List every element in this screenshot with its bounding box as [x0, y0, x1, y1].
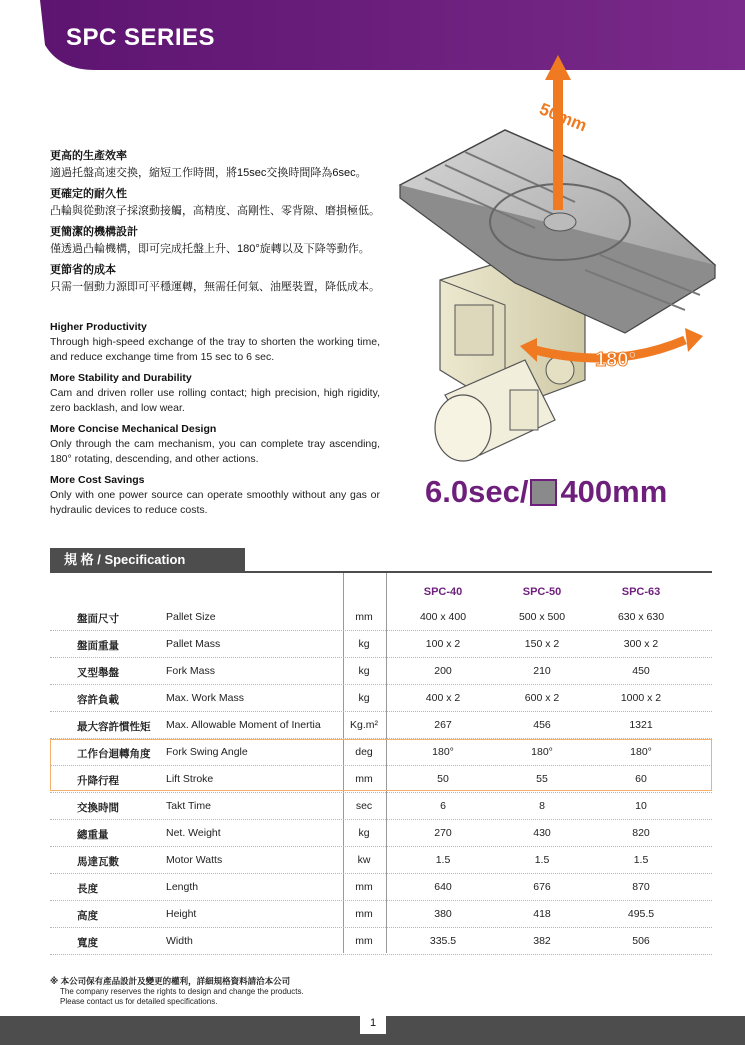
- spec-cell-unit: mm: [355, 611, 373, 623]
- spec-cell-en: Net. Weight: [166, 827, 221, 839]
- footnote-en: Please contact us for detailed specifications.: [60, 997, 218, 1006]
- spec-cell-zh: 容許負載: [77, 694, 119, 706]
- spec-cell-unit: kg: [358, 827, 370, 839]
- table-row: [50, 900, 712, 928]
- spec-cell-value: 630 x 630: [617, 611, 665, 623]
- spec-cell-zh: 最大容許慣性矩: [77, 721, 151, 733]
- rotation-label: 180°: [595, 349, 637, 371]
- spec-cell-en: Max. Work Mass: [166, 692, 244, 704]
- footnote-en: The company reserves the rights to design and change the products.: [60, 986, 304, 996]
- feature-zh-heading: 更確定的耐久性: [50, 188, 127, 200]
- spec-cell-unit: kg: [358, 638, 370, 650]
- spec-cell-value: 450: [632, 665, 650, 677]
- spec-cell-value: 400 x 400: [419, 611, 467, 623]
- spec-cell-zh: 升降行程: [77, 775, 119, 787]
- table-row: [50, 684, 712, 712]
- spec-cell-value: 180°: [432, 746, 454, 758]
- feature-zh-text: 僅透過凸輪機構，即可完成托盤上升、180°旋轉以及下降等動作。: [50, 243, 370, 255]
- spec-cell-unit: sec: [355, 800, 373, 812]
- feature-zh-heading: 更簡潔的機構設計: [50, 226, 138, 238]
- spec-cell-zh: 工作台迴轉角度: [77, 748, 151, 760]
- spec-cell-en: Motor Watts: [166, 854, 223, 866]
- spec-cell-value: 335.5: [429, 935, 457, 947]
- pallet-changer-illustration: [385, 50, 730, 475]
- spec-cell-unit: mm: [355, 881, 373, 893]
- spec-cell-value: 418: [533, 908, 551, 920]
- spec-cell-unit: kw: [357, 854, 371, 866]
- spec-cell-value: 500 x 500: [518, 611, 566, 623]
- spec-cell-en: Pallet Mass: [166, 638, 221, 650]
- feature-en-text: Only with one power source can operate smoothly without any gas or hydraulic devices to reduce costs.: [50, 489, 380, 516]
- table-row: [50, 630, 712, 658]
- feature-zh-text: 只需一個動力源即可平穩運轉，無需任何氣、油壓裝置，降低成本。: [50, 281, 380, 293]
- spec-cell-zh: 總重量: [77, 829, 109, 841]
- spec-cell-zh: 盤面重量: [77, 640, 119, 652]
- spec-cell-value: 100 x 2: [425, 638, 461, 650]
- page-number: 1: [360, 1012, 386, 1034]
- feature-en-heading: More Concise Mechanical Design: [50, 423, 217, 435]
- spec-cell-unit: mm: [355, 935, 373, 947]
- stroke-label: 50mm: [536, 99, 590, 136]
- spec-cell-value: 1.5: [435, 854, 451, 866]
- spec-cell-en: Length: [166, 881, 199, 893]
- spec-cell-value: 380: [434, 908, 452, 920]
- spec-cell-unit: mm: [355, 773, 373, 785]
- spec-cell-value: 60: [635, 773, 647, 785]
- spec-cell-en: Height: [166, 908, 197, 920]
- table-row: [50, 657, 712, 685]
- spec-cell-value: 820: [632, 827, 650, 839]
- model-header: SPC-40: [423, 586, 463, 598]
- spec-cell-zh: 交換時間: [77, 802, 119, 814]
- model-header: SPC-50: [522, 586, 562, 598]
- spec-cell-value: 6: [440, 800, 446, 812]
- spec-cell-value: 270: [434, 827, 452, 839]
- table-row: [50, 738, 712, 766]
- spec-cell-zh: 長度: [77, 883, 98, 895]
- model-header: SPC-63: [621, 586, 661, 598]
- feature-zh-text: 凸輪與從動滾子採滾動接觸，高精度、高剛性、零背隙、磨損極低。: [50, 205, 380, 217]
- feature-zh-text: 適過托盤高速交換，縮短工作時間，將15sec交換時間降為6sec。: [50, 167, 367, 179]
- spec-cell-value: 180°: [630, 746, 652, 758]
- spec-cell-zh: 馬達瓦數: [77, 856, 119, 868]
- spec-cell-unit: kg: [358, 665, 370, 677]
- spec-cell-unit: kg: [358, 692, 370, 704]
- spec-tab: 規 格 / Specification: [50, 548, 245, 572]
- feature-en-heading: More Stability and Durability: [50, 372, 192, 384]
- spec-cell-value: 506: [632, 935, 650, 947]
- feature-en-text: Through high-speed exchange of the tray to shorten the working time, and reduce exchange time from 15 sec to 6 sec.: [50, 336, 380, 363]
- table-row: [50, 927, 712, 955]
- spec-cell-value: 495.5: [627, 908, 655, 920]
- table-row: [50, 765, 712, 793]
- spec-cell-value: 400 x 2: [425, 692, 461, 704]
- spec-cell-value: 200: [434, 665, 452, 677]
- table-row: [50, 792, 712, 820]
- footnote-zh: ※ 本公司保有產品設計及變更的權利，詳細規格資料請洽本公司: [50, 976, 291, 986]
- spec-cell-zh: 叉型舉盤: [77, 667, 119, 679]
- spec-cell-value: 180°: [531, 746, 553, 758]
- spec-cell-zh: 盤面尺寸: [77, 613, 119, 625]
- page-title: SPC SERIES: [66, 24, 216, 51]
- spec-cell-value: 10: [635, 800, 647, 812]
- feature-en-text: Only through the cam mechanism, you can complete tray ascending, 180° rotating, descending, and other actions.: [50, 438, 380, 465]
- feature-en-heading: Higher Productivity: [50, 321, 147, 333]
- feature-zh-heading: 更節省的成本: [50, 264, 116, 276]
- spec-cell-en: Fork Mass: [166, 665, 216, 677]
- features-zh: [50, 148, 390, 300]
- spec-cell-value: 676: [533, 881, 551, 893]
- features-en: [50, 320, 380, 524]
- table-row: [50, 711, 712, 739]
- spec-cell-en: Fork Swing Angle: [166, 746, 248, 758]
- spec-cell-value: 1321: [629, 719, 653, 731]
- square-size-icon: [530, 479, 557, 506]
- spec-cell-value: 267: [434, 719, 452, 731]
- cycle-time-highlight: [425, 474, 667, 510]
- feature-en-heading: More Cost Savings: [50, 474, 145, 486]
- spec-cell-value: 210: [533, 665, 551, 677]
- spec-cell-zh: 高度: [77, 910, 98, 922]
- highlight-suffix: 400mm: [560, 474, 668, 509]
- table-row: [50, 873, 712, 901]
- spec-cell-en: Width: [166, 935, 193, 947]
- spec-cell-value: 456: [533, 719, 551, 731]
- spec-cell-unit: deg: [355, 746, 373, 758]
- spec-cell-value: 430: [533, 827, 551, 839]
- spec-cell-value: 1000 x 2: [620, 692, 662, 704]
- spec-cell-zh: 寬度: [77, 937, 98, 949]
- spec-cell-value: 50: [437, 773, 449, 785]
- spec-cell-unit: mm: [355, 908, 373, 920]
- spec-cell-unit: Kg.m²: [349, 719, 378, 731]
- spec-cell-value: 640: [434, 881, 452, 893]
- table-row: [50, 603, 712, 631]
- spec-cell-value: 8: [539, 800, 545, 812]
- footnote: [50, 976, 304, 1008]
- spec-cell-value: 382: [533, 935, 551, 947]
- spec-cell-en: Takt Time: [166, 800, 211, 812]
- feature-zh-heading: 更高的生產效率: [50, 150, 127, 162]
- table-row: [50, 819, 712, 847]
- spec-cell-value: 150 x 2: [524, 638, 560, 650]
- highlight-prefix: 6.0sec/: [425, 474, 529, 509]
- feature-en-text: Cam and driven roller use rolling contact; high precision, high rigidity, zero backlash, and low wear.: [50, 387, 380, 414]
- spec-cell-en: Pallet Size: [166, 611, 216, 623]
- spec-cell-value: 870: [632, 881, 650, 893]
- spec-cell-value: 1.5: [534, 854, 550, 866]
- spec-cell-en: Lift Stroke: [166, 773, 214, 785]
- table-row: [50, 846, 712, 874]
- spec-cell-value: 300 x 2: [623, 638, 659, 650]
- spec-cell-value: 55: [536, 773, 548, 785]
- spec-cell-value: 600 x 2: [524, 692, 560, 704]
- spec-cell-en: Max. Allowable Moment of Inertia: [166, 719, 321, 731]
- spec-cell-value: 1.5: [633, 854, 649, 866]
